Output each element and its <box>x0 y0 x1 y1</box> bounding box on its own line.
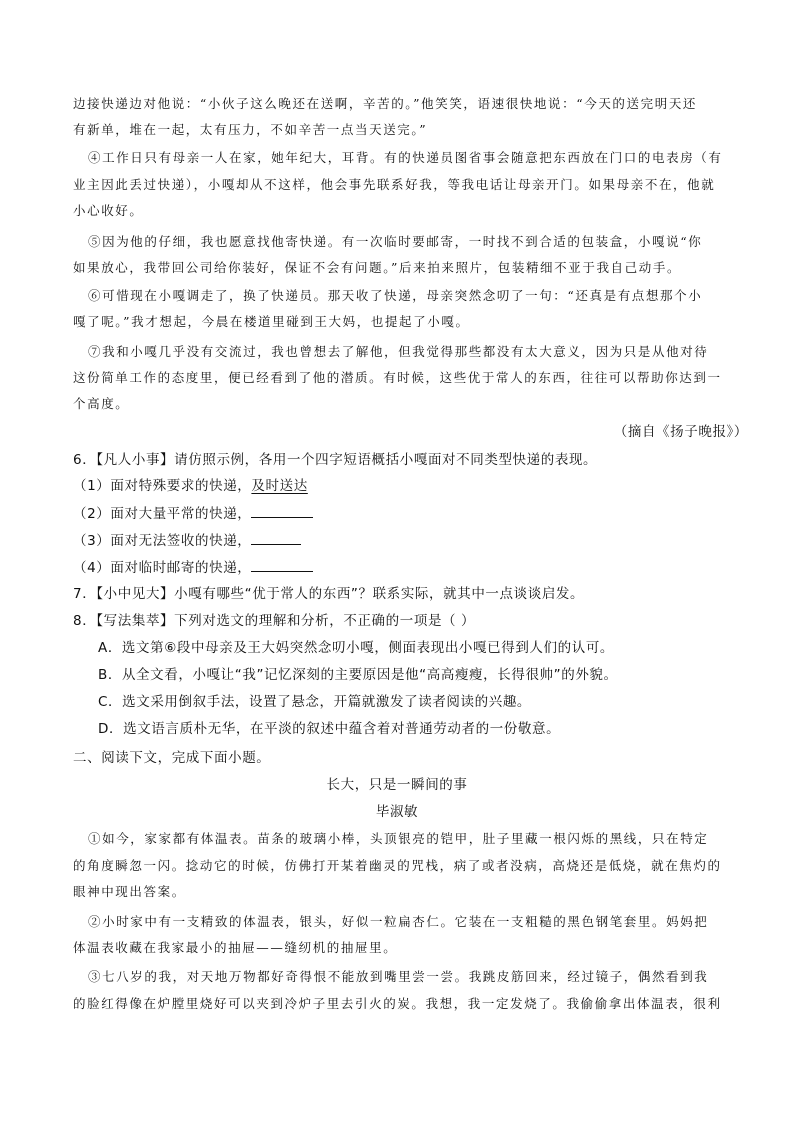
question-6: 6．【凡人小事】请仿照示例，各用一个四字短语概括小嘎面对不同类型快递的表现。 <box>73 452 598 468</box>
story2-paragraph-3: 的脸红得像在炉膛里烧好可以夹到冷炉子里去引火的炭。我想，我一定发烧了。我偷偷拿出体温表，很利 <box>73 996 722 1011</box>
article-title: 长大，只是一瞬间的事 <box>326 777 468 793</box>
question-6-item-2-prompt: （2）面对大量平常的快递， <box>73 506 252 522</box>
story1-paragraph-4: 业主因此丢过快递），小嘎却从不这样，他会事先联系好我，等我电话让母亲开门。如果母亲不在，他就 <box>73 177 716 192</box>
story1-paragraph-7: 个高度。 <box>73 396 130 411</box>
story1-text: 边接快递边对他说：“小伙子这么晚还在送啊，辛苦的。”他笑笑，语速很快地说：“今天的送完明天还 <box>73 96 698 111</box>
source-citation: （摘自《扬子晚报》） <box>613 424 748 440</box>
answer-blank[interactable] <box>251 531 301 545</box>
answer-blank[interactable] <box>251 504 313 518</box>
option-c: C．选文采用倒叙手法，设置了悬念，开篇就激发了读者阅读的兴趣。 <box>98 694 532 710</box>
story2-paragraph-2: 体温表收藏在我家最小的抽屉——缝纫机的抽屉里。 <box>73 940 398 955</box>
story1-paragraph-7: 这份简单工作的态度里，便已经看到了他的潜质。有时候，这些优于常人的东西，往往可以帮助你达到一 <box>73 370 722 385</box>
question-8: 8．【写法集萃】下列对选文的理解和分析，不正确的一项是（ ） <box>73 613 476 629</box>
question-6-item-4 <box>73 558 733 577</box>
answer-blank[interactable] <box>251 558 313 572</box>
question-6-item-2 <box>73 504 733 523</box>
story2-paragraph-3: ③七八岁的我，对天地万物都好奇得恨不能放到嘴里尝一尝。我跳皮筋回来，经过镜子，偶然看到我 <box>88 969 709 984</box>
story1-paragraph-6: 嘎了呢。”我才想起，今晨在楼道里碰到王大妈，也提起了小嘎。 <box>73 314 470 329</box>
story2-paragraph-1: ①如今，家家都有体温表。苗条的玻璃小棒，头顶银亮的铠甲，肚子里藏一根闪烁的黑线，只在特定 <box>88 831 709 846</box>
story1-paragraph-7: ⑦我和小嘎几乎没有交流过，我也曾想去了解他，但我觉得那些都没有太大意义，因为只是从他对待 <box>88 344 709 359</box>
option-d: D．选文语言质朴无华，在平淡的叙述中蕴含着对普通劳动者的一份敬意。 <box>98 721 561 737</box>
question-6-item-1 <box>73 477 733 495</box>
option-b: B．从全文看，小嘎让“我”记忆深刻的主要原因是他“高高瘦瘦，长得很帅”的外貌。 <box>98 667 618 683</box>
story1-text: 有新单，堆在一起，太有压力，不如辛苦一点当天送完。” <box>73 122 428 137</box>
article-author: 毕淑敏 <box>375 804 419 820</box>
story2-paragraph-2: ②小时家中有一支精致的体温表，银头，好似一粒扁杏仁。它装在一支粗糙的黑色钢笔套里。妈妈把 <box>88 914 709 929</box>
story1-paragraph-5: ⑤因为他的仔细，我也愿意找他寄快递。有一次临时要邮寄，一时找不到合适的包装盒，小嘎说“你 <box>88 234 703 249</box>
story1-paragraph-5: 如果放心，我带回公司给你装好，保证不会有问题。”后来拍来照片，包装精细不亚于我自己动手。 <box>73 260 682 275</box>
story2-paragraph-1: 的角度瞬忽一闪。捻动它的时候，仿佛打开某着幽灵的咒栈，病了或者没病，高烧还是低烧，就在焦灼的 <box>73 858 722 873</box>
option-a: A．选文第⑥段中母亲及王大妈突然念叨小嘎，侧面表现出小嘎已得到人们的认可。 <box>98 640 615 656</box>
section-heading: 二、阅读下文，完成下面小题。 <box>73 750 271 766</box>
story2-paragraph-1: 眼神中现出答案。 <box>73 884 186 899</box>
question-7: 7．【小中见大】小嘎有哪些“优于常人的东西”？联系实际，就其中一点谈谈启发。 <box>73 586 585 602</box>
question-6-item-3 <box>73 531 733 550</box>
question-6-item-4-prompt: （4）面对临时邮寄的快递， <box>73 560 252 576</box>
story1-paragraph-4: 小心收好。 <box>73 203 144 218</box>
question-6-item-1-prompt: （1）面对特殊要求的快递， <box>73 478 252 494</box>
story1-paragraph-6: ⑥可惜现在小嘎调走了，换了快递员。那天收了快递，母亲突然念叨了一句：“还真是有点想那个小 <box>88 288 703 303</box>
story1-paragraph-4: ④工作日只有母亲一人在家，她年纪大，耳背。有的快递员图省事会随意把东西放在门口的电表房（有 <box>88 150 723 165</box>
question-6-item-3-prompt: （3）面对无法签收的快递， <box>73 533 252 549</box>
question-6-example-answer: 及时送达 <box>251 478 308 494</box>
